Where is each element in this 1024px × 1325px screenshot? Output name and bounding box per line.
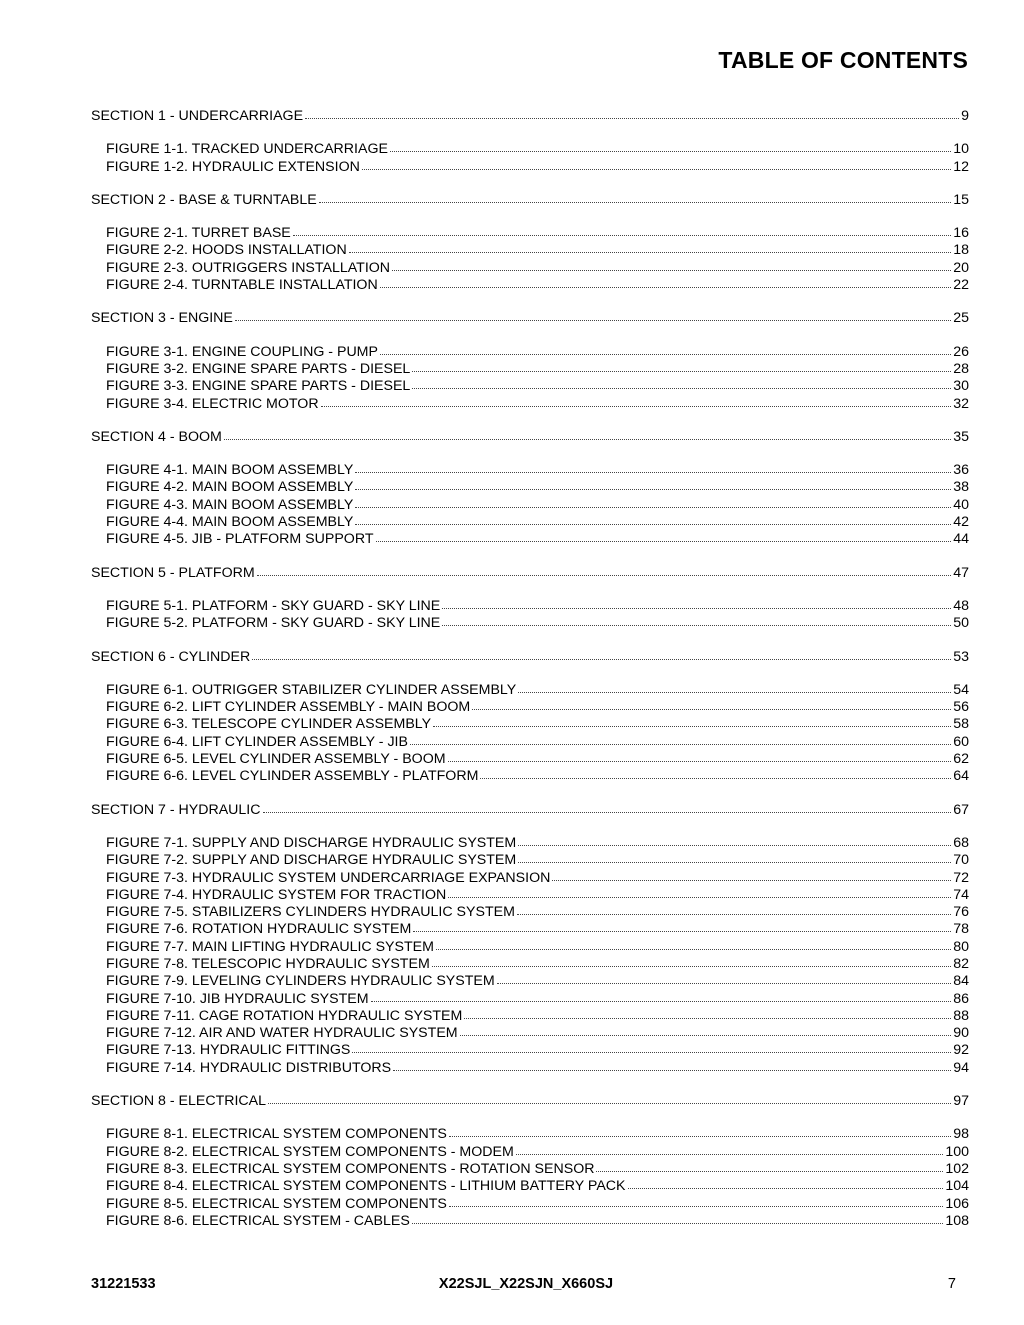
toc-section-block xyxy=(91,108,969,176)
dot-leader xyxy=(392,259,951,271)
toc-entry-page: 90 xyxy=(953,1025,969,1042)
toc-section-block xyxy=(91,565,969,633)
toc-entry-page: 108 xyxy=(945,1212,969,1229)
toc-figure-entry[interactable] xyxy=(91,361,969,378)
dot-leader xyxy=(355,513,951,525)
toc-entry-label: FIGURE 4-2. MAIN BOOM ASSEMBLY xyxy=(106,479,354,496)
toc-entry-label: SECTION 8 - ELECTRICAL xyxy=(91,1093,267,1110)
toc-entry-page: 56 xyxy=(953,699,969,716)
toc-entry-page: 28 xyxy=(953,360,969,377)
toc-figure-entry[interactable] xyxy=(91,1126,969,1143)
toc-entry-page: 36 xyxy=(953,462,969,479)
toc-entry-label: FIGURE 6-2. LIFT CYLINDER ASSEMBLY - MAIN BOOM xyxy=(106,699,471,716)
table-of-contents xyxy=(91,108,969,1246)
toc-entry-label: FIGURE 7-3. HYDRAULIC SYSTEM UNDERCARRIAGE EXPANSION xyxy=(106,869,551,886)
toc-figure-entry[interactable] xyxy=(91,870,969,887)
toc-figure-entry[interactable] xyxy=(91,396,969,413)
toc-entry-label: SECTION 4 - BOOM xyxy=(91,428,222,445)
toc-entry-page: 60 xyxy=(953,733,969,750)
toc-entry-label: SECTION 1 - UNDERCARRIAGE xyxy=(91,108,304,124)
toc-entry-label: FIGURE 8-6. ELECTRICAL SYSTEM - CABLES xyxy=(106,1212,410,1229)
toc-figure-entry[interactable] xyxy=(91,225,969,242)
toc-entry-label: FIGURE 4-4. MAIN BOOM ASSEMBLY xyxy=(106,514,354,531)
toc-entry-page: 25 xyxy=(953,310,969,327)
toc-entry-label: FIGURE 1-2. HYDRAULIC EXTENSION xyxy=(106,158,360,175)
dot-leader xyxy=(362,158,951,170)
toc-entry-label: FIGURE 7-13. HYDRAULIC FITTINGS xyxy=(106,1042,351,1059)
toc-entry-page: 32 xyxy=(953,395,969,412)
dot-leader xyxy=(552,869,951,881)
dot-leader xyxy=(432,955,951,967)
toc-entry-label: FIGURE 5-2. PLATFORM - SKY GUARD - SKY LINE xyxy=(106,615,441,632)
toc-figure-entry[interactable] xyxy=(91,277,969,294)
toc-entry-page: 64 xyxy=(953,768,969,785)
toc-figure-entry[interactable] xyxy=(91,921,969,938)
toc-entry-page: 16 xyxy=(953,225,969,242)
toc-section-entry[interactable] xyxy=(91,565,969,582)
toc-entry-label: FIGURE 7-6. ROTATION HYDRAULIC SYSTEM xyxy=(106,921,412,938)
toc-entry-page: 9 xyxy=(961,108,969,124)
toc-figure-entry[interactable] xyxy=(91,734,969,751)
toc-figure-entry[interactable] xyxy=(91,598,969,615)
dot-leader xyxy=(390,140,951,152)
toc-figure-entry[interactable] xyxy=(91,887,969,904)
toc-entry-page: 102 xyxy=(945,1160,969,1177)
toc-entry-page: 67 xyxy=(953,801,969,818)
toc-entry-label: FIGURE 6-6. LEVEL CYLINDER ASSEMBLY - PLATFORM xyxy=(106,768,479,785)
dot-leader xyxy=(380,343,951,355)
toc-figure-entry[interactable] xyxy=(91,751,969,768)
toc-entry-label: SECTION 3 - ENGINE xyxy=(91,310,233,327)
toc-entry-page: 97 xyxy=(953,1093,969,1110)
toc-figure-entry[interactable] xyxy=(91,682,969,699)
toc-entry-label: FIGURE 4-5. JIB - PLATFORM SUPPORT xyxy=(106,531,374,548)
toc-figure-entry[interactable] xyxy=(91,1161,969,1178)
toc-entry-label: FIGURE 2-3. OUTRIGGERS INSTALLATION xyxy=(106,259,391,276)
dot-leader xyxy=(497,972,952,984)
toc-entry-page: 62 xyxy=(953,751,969,768)
toc-figure-entry[interactable] xyxy=(91,497,969,514)
page-title: TABLE OF CONTENTS xyxy=(718,47,968,73)
dot-leader xyxy=(518,851,951,863)
toc-section-block xyxy=(91,802,969,1077)
toc-figure-entry[interactable] xyxy=(91,242,969,259)
toc-entry-label: FIGURE 2-1. TURRET BASE xyxy=(106,225,291,242)
dot-leader xyxy=(235,309,951,321)
toc-entry-page: 40 xyxy=(953,496,969,513)
dot-leader xyxy=(376,530,952,542)
toc-figure-entry[interactable] xyxy=(91,514,969,531)
document-number: 31221533 xyxy=(91,1276,156,1292)
toc-entry-page: 88 xyxy=(953,1007,969,1024)
dot-leader xyxy=(355,461,951,473)
dot-leader xyxy=(596,1160,943,1172)
toc-figure-entry[interactable] xyxy=(91,1213,969,1230)
dot-leader xyxy=(413,920,951,932)
toc-section-entry[interactable] xyxy=(91,108,969,125)
dot-leader xyxy=(480,767,951,779)
toc-entry-page: 78 xyxy=(953,921,969,938)
toc-section-block xyxy=(91,192,969,294)
toc-entry-page: 18 xyxy=(953,242,969,259)
dot-leader xyxy=(518,681,951,693)
toc-figure-entry[interactable] xyxy=(91,1042,969,1059)
dot-leader xyxy=(472,698,951,710)
toc-entry-label: FIGURE 8-3. ELECTRICAL SYSTEM COMPONENTS - ROTATION SENSOR xyxy=(106,1160,595,1177)
toc-entry-page: 80 xyxy=(953,938,969,955)
toc-figure-entry[interactable] xyxy=(91,699,969,716)
toc-entry-label: FIGURE 2-2. HOODS INSTALLATION xyxy=(106,242,347,259)
toc-entry-label: FIGURE 7-8. TELESCOPIC HYDRAULIC SYSTEM xyxy=(106,955,430,972)
toc-figure-entry[interactable] xyxy=(91,479,969,496)
dot-leader xyxy=(321,395,952,407)
toc-entry-label: FIGURE 3-2. ENGINE SPARE PARTS - DIESEL xyxy=(106,360,411,377)
dot-leader xyxy=(257,564,952,576)
page-number: 7 xyxy=(947,1276,956,1292)
dot-leader xyxy=(410,733,951,745)
toc-entry-label: FIGURE 7-1. SUPPLY AND DISCHARGE HYDRAULIC SYSTEM xyxy=(106,834,517,851)
dot-leader xyxy=(380,276,952,288)
toc-entry-label: FIGURE 6-1. OUTRIGGER STABILIZER CYLINDER ASSEMBLY xyxy=(106,681,517,698)
toc-entry-page: 15 xyxy=(953,191,969,208)
dot-leader xyxy=(449,1195,944,1207)
toc-entry-page: 104 xyxy=(945,1178,969,1195)
dot-leader xyxy=(449,1125,951,1137)
dot-leader xyxy=(293,224,951,236)
toc-entry-label: FIGURE 6-5. LEVEL CYLINDER ASSEMBLY - BOOM xyxy=(106,751,446,768)
toc-figure-entry[interactable] xyxy=(91,260,969,277)
toc-figure-entry[interactable] xyxy=(91,159,969,176)
dot-leader xyxy=(516,1143,944,1155)
toc-figure-entry[interactable] xyxy=(91,956,969,973)
dot-leader xyxy=(448,886,951,898)
toc-section-entry[interactable] xyxy=(91,1093,969,1110)
dot-leader xyxy=(355,478,951,490)
dot-leader xyxy=(355,496,951,508)
toc-entry-page: 38 xyxy=(953,479,969,496)
toc-entry-label: FIGURE 2-4. TURNTABLE INSTALLATION xyxy=(106,277,378,294)
toc-entry-page: 47 xyxy=(953,564,969,581)
toc-figure-entry[interactable] xyxy=(91,378,969,395)
dot-leader xyxy=(412,360,951,372)
dot-leader xyxy=(448,750,952,762)
dot-leader xyxy=(436,938,951,950)
toc-entry-label: FIGURE 1-1. TRACKED UNDERCARRIAGE xyxy=(106,141,388,158)
dot-leader xyxy=(464,1007,951,1019)
dot-leader xyxy=(517,903,951,915)
toc-figure-entry[interactable] xyxy=(91,939,969,956)
toc-figure-entry[interactable] xyxy=(91,1060,969,1077)
dot-leader xyxy=(442,597,951,609)
toc-entry-page: 20 xyxy=(953,259,969,276)
toc-entry-label: FIGURE 6-4. LIFT CYLINDER ASSEMBLY - JIB xyxy=(106,733,408,750)
dot-leader xyxy=(349,241,952,253)
toc-figure-entry[interactable] xyxy=(91,768,969,785)
dot-leader xyxy=(305,107,959,119)
toc-entry-page: 68 xyxy=(953,834,969,851)
dot-leader xyxy=(268,1092,951,1104)
toc-figure-entry[interactable] xyxy=(91,615,969,632)
toc-entry-label: FIGURE 7-4. HYDRAULIC SYSTEM FOR TRACTION xyxy=(106,886,447,903)
dot-leader xyxy=(412,1212,944,1224)
toc-entry-page: 42 xyxy=(953,514,969,531)
toc-entry-page: 76 xyxy=(953,904,969,921)
toc-entry-page: 35 xyxy=(953,428,969,445)
dot-leader xyxy=(460,1024,952,1036)
toc-entry-page: 58 xyxy=(953,716,969,733)
toc-section-block xyxy=(91,649,969,786)
toc-figure-entry[interactable] xyxy=(91,716,969,733)
toc-figure-entry[interactable] xyxy=(91,1025,969,1042)
dot-leader xyxy=(442,614,951,626)
toc-section-entry[interactable] xyxy=(91,192,969,209)
dot-leader xyxy=(518,834,951,846)
toc-entry-page: 48 xyxy=(953,597,969,614)
toc-figure-entry[interactable] xyxy=(91,344,969,361)
toc-figure-entry[interactable] xyxy=(91,531,969,548)
toc-entry-label: SECTION 6 - CYLINDER xyxy=(91,648,251,665)
toc-entry-label: FIGURE 8-2. ELECTRICAL SYSTEM COMPONENTS - MODEM xyxy=(106,1143,514,1160)
toc-entry-label: SECTION 7 - HYDRAULIC xyxy=(91,801,261,818)
dot-leader xyxy=(371,990,952,1002)
toc-section-entry[interactable] xyxy=(91,429,969,446)
toc-entry-page: 86 xyxy=(953,990,969,1007)
toc-entry-label: FIGURE 7-9. LEVELING CYLINDERS HYDRAULIC SYSTEM xyxy=(106,973,495,990)
toc-section-entry[interactable] xyxy=(91,802,969,819)
toc-entry-page: 92 xyxy=(953,1042,969,1059)
toc-figure-entry[interactable] xyxy=(91,1178,969,1195)
toc-entry-page: 54 xyxy=(953,681,969,698)
toc-entry-page: 84 xyxy=(953,973,969,990)
toc-entry-page: 26 xyxy=(953,343,969,360)
toc-entry-label: FIGURE 3-1. ENGINE COUPLING - PUMP xyxy=(106,343,378,360)
toc-section-entry[interactable] xyxy=(91,649,969,666)
toc-figure-entry[interactable] xyxy=(91,141,969,158)
toc-entry-page: 100 xyxy=(945,1143,969,1160)
toc-entry-page: 12 xyxy=(953,158,969,175)
toc-entry-label: SECTION 2 - BASE & TURNTABLE xyxy=(91,191,317,208)
toc-entry-label: FIGURE 3-3. ENGINE SPARE PARTS - DIESEL xyxy=(106,378,411,395)
toc-entry-label: FIGURE 7-7. MAIN LIFTING HYDRAULIC SYSTEM xyxy=(106,938,434,955)
model-name: X22SJL_X22SJN_X660SJ xyxy=(438,1276,614,1292)
toc-entry-label: SECTION 5 - PLATFORM xyxy=(91,564,255,581)
dot-leader xyxy=(319,191,951,203)
toc-entry-label: FIGURE 7-10. JIB HYDRAULIC SYSTEM xyxy=(106,990,369,1007)
toc-entry-page: 72 xyxy=(953,869,969,886)
toc-figure-entry[interactable] xyxy=(91,852,969,869)
toc-entry-page: 74 xyxy=(953,886,969,903)
toc-figure-entry[interactable] xyxy=(91,1196,969,1213)
toc-entry-page: 10 xyxy=(953,141,969,158)
toc-entry-label: FIGURE 8-4. ELECTRICAL SYSTEM COMPONENTS - LITHIUM BATTERY PACK xyxy=(106,1178,626,1195)
toc-entry-label: FIGURE 4-1. MAIN BOOM ASSEMBLY xyxy=(106,462,354,479)
toc-figure-entry[interactable] xyxy=(91,973,969,990)
toc-entry-label: FIGURE 7-11. CAGE ROTATION HYDRAULIC SYSTEM xyxy=(106,1007,463,1024)
dot-leader xyxy=(628,1177,944,1189)
toc-entry-page: 70 xyxy=(953,852,969,869)
dot-leader xyxy=(252,648,951,660)
toc-figure-entry[interactable] xyxy=(91,904,969,921)
dot-leader xyxy=(224,428,951,440)
toc-entry-label: FIGURE 7-2. SUPPLY AND DISCHARGE HYDRAULIC SYSTEM xyxy=(106,852,517,869)
toc-entry-label: FIGURE 3-4. ELECTRIC MOTOR xyxy=(106,395,319,412)
toc-figure-entry[interactable] xyxy=(91,835,969,852)
dot-leader xyxy=(412,377,951,389)
toc-entry-page: 44 xyxy=(953,531,969,548)
toc-section-block xyxy=(91,1093,969,1230)
toc-section-block xyxy=(91,310,969,412)
toc-figure-entry[interactable] xyxy=(91,462,969,479)
toc-figure-entry[interactable] xyxy=(91,1008,969,1025)
toc-entry-label: FIGURE 5-1. PLATFORM - SKY GUARD - SKY LINE xyxy=(106,597,441,614)
toc-entry-page: 53 xyxy=(953,648,969,665)
toc-entry-label: FIGURE 7-14. HYDRAULIC DISTRIBUTORS xyxy=(106,1059,392,1076)
dot-leader xyxy=(393,1059,951,1071)
toc-section-entry[interactable] xyxy=(91,310,969,327)
toc-figure-entry[interactable] xyxy=(91,1144,969,1161)
toc-section-block xyxy=(91,429,969,549)
toc-entry-label: FIGURE 8-1. ELECTRICAL SYSTEM COMPONENTS xyxy=(106,1126,447,1143)
toc-entry-page: 30 xyxy=(953,378,969,395)
dot-leader xyxy=(263,801,952,813)
toc-entry-label: FIGURE 7-5. STABILIZERS CYLINDERS HYDRAULIC SYSTEM xyxy=(106,904,515,921)
toc-entry-page: 98 xyxy=(953,1126,969,1143)
dot-leader xyxy=(352,1041,951,1053)
toc-entry-page: 94 xyxy=(953,1059,969,1076)
toc-entry-label: FIGURE 6-3. TELESCOPE CYLINDER ASSEMBLY xyxy=(106,716,432,733)
dot-leader xyxy=(433,715,951,727)
toc-entry-page: 50 xyxy=(953,615,969,632)
toc-entry-label: FIGURE 4-3. MAIN BOOM ASSEMBLY xyxy=(106,496,354,513)
toc-entry-label: FIGURE 7-12. AIR AND WATER HYDRAULIC SYSTEM xyxy=(106,1025,458,1042)
toc-figure-entry[interactable] xyxy=(91,991,969,1008)
toc-entry-page: 82 xyxy=(953,955,969,972)
toc-entry-page: 106 xyxy=(945,1195,969,1212)
toc-entry-label: FIGURE 8-5. ELECTRICAL SYSTEM COMPONENTS xyxy=(106,1195,447,1212)
toc-entry-page: 22 xyxy=(953,277,969,294)
